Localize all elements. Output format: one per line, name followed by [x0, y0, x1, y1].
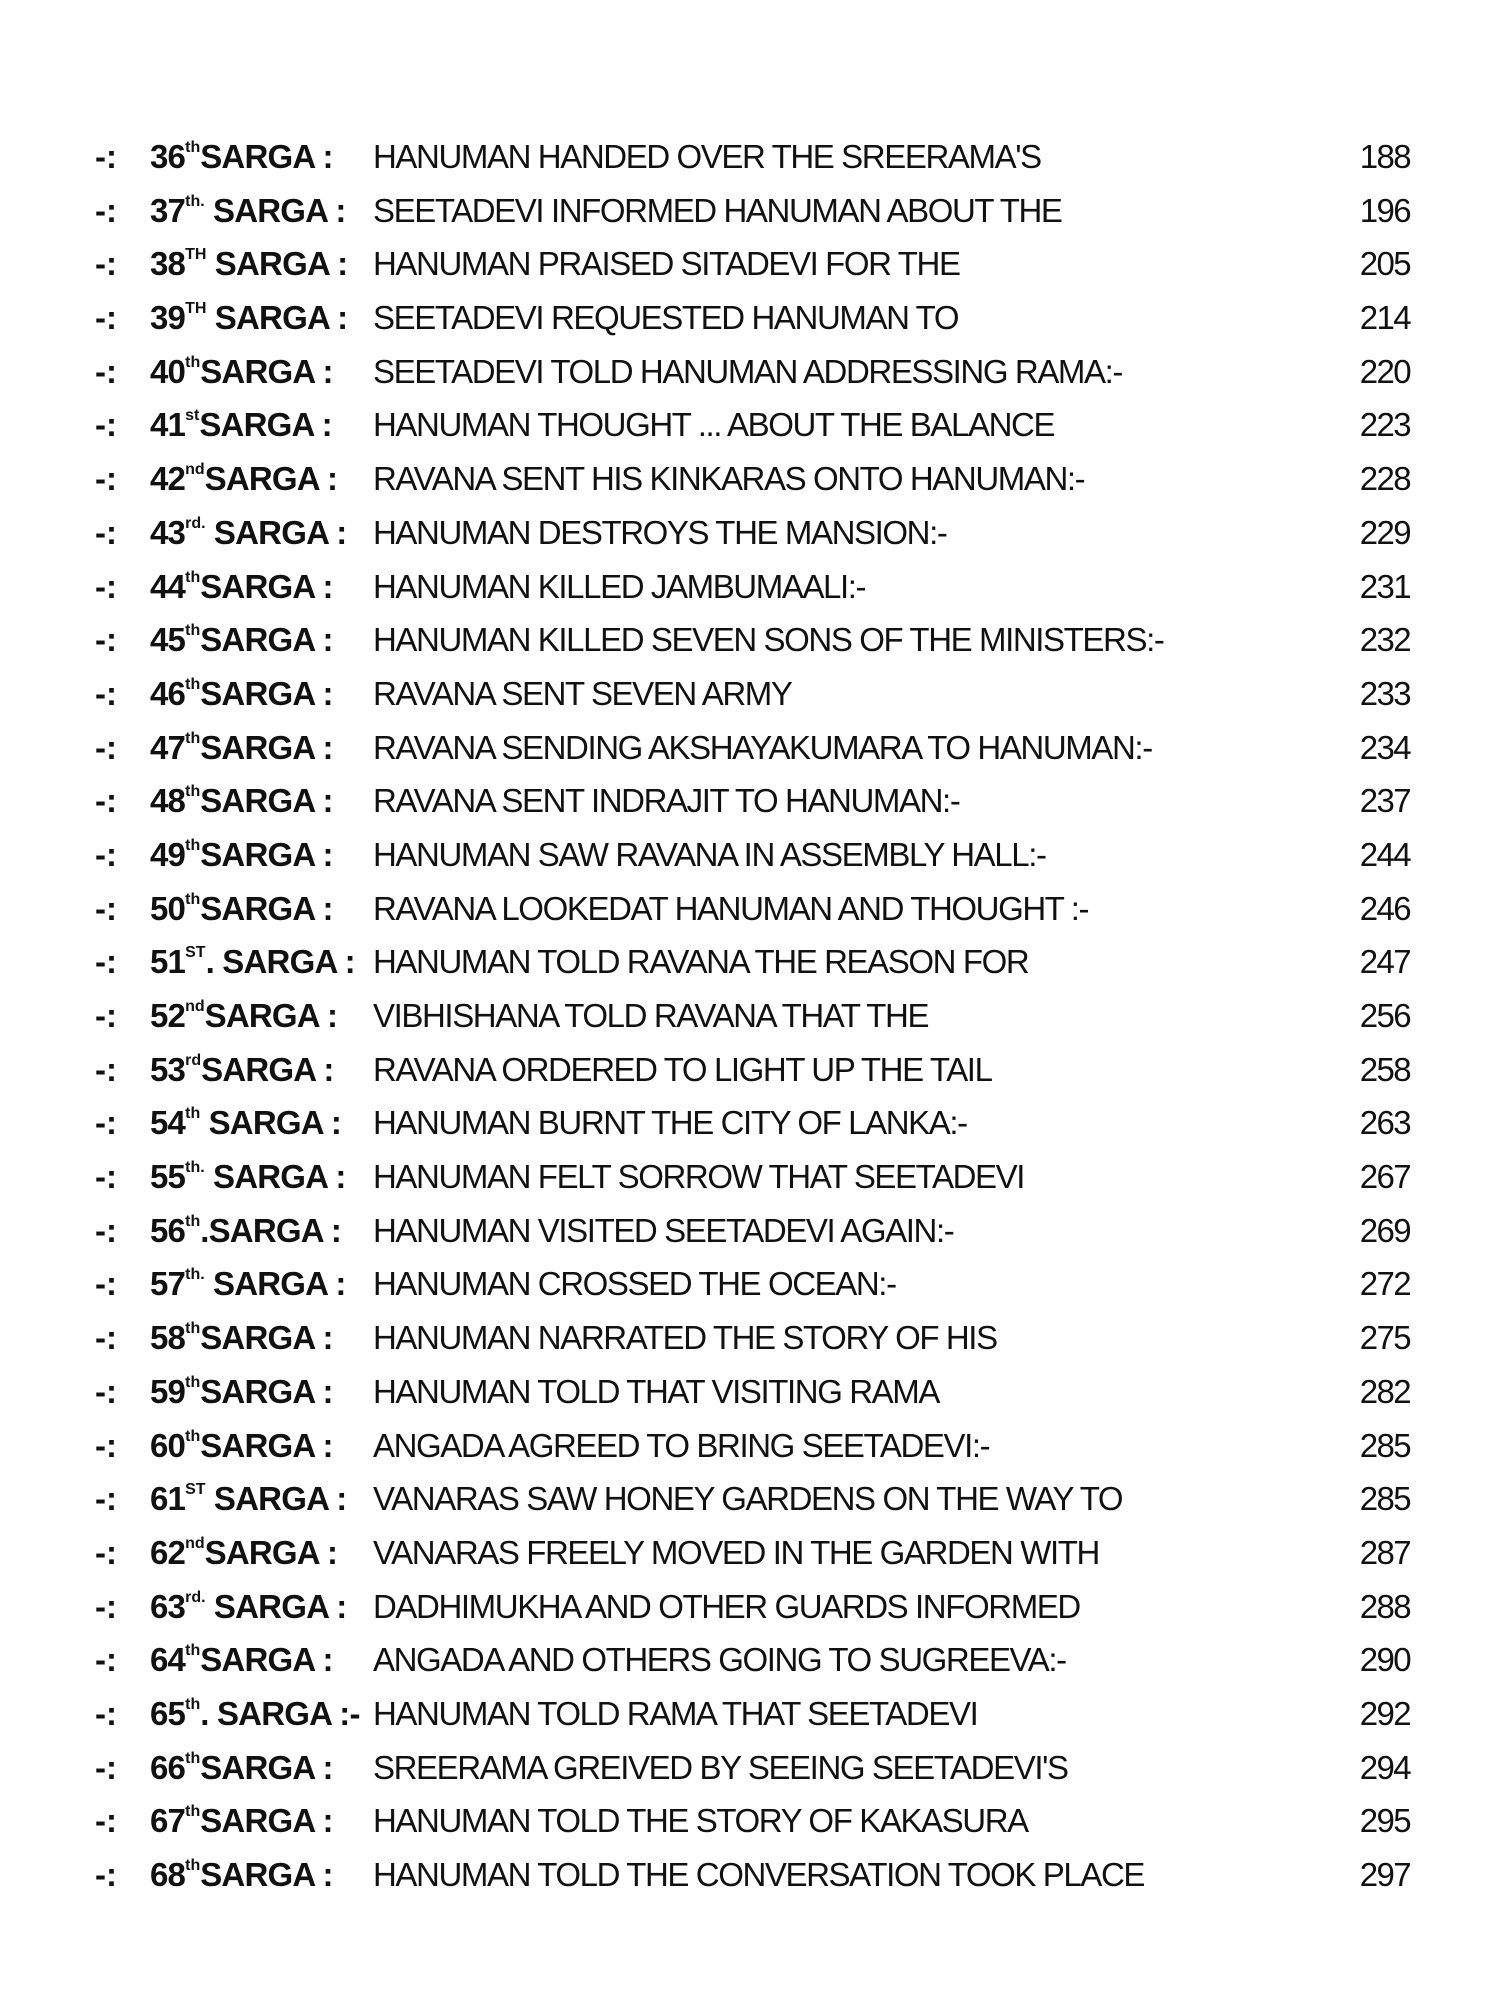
- toc-entry: [95, 1687, 1410, 1741]
- sarga-label: [150, 291, 373, 345]
- sarga-number: 51: [150, 943, 186, 981]
- sarga-number: 57: [150, 1265, 186, 1303]
- toc-entry: [95, 452, 1410, 506]
- sarga-number: 47: [150, 728, 186, 766]
- entry-bullet: -:: [95, 245, 117, 283]
- page-number: 223: [1359, 406, 1410, 444]
- sarga-label: [150, 721, 373, 775]
- page-number: 285: [1359, 1426, 1410, 1464]
- sarga-label: [150, 667, 373, 721]
- sarga-label: [150, 1526, 373, 1580]
- page-number: 267: [1359, 1158, 1410, 1196]
- toc-entry: [95, 1794, 1410, 1848]
- entry-bullet: -:: [95, 1319, 117, 1357]
- ordinal-suffix: th: [185, 1695, 201, 1713]
- toc-entry: [95, 184, 1410, 238]
- entry-title: SEETADEVI REQUESTED HANUMAN TO: [373, 299, 959, 337]
- sarga-number: 37: [150, 191, 186, 229]
- toc-entry: [95, 1848, 1410, 1902]
- entry-bullet: -:: [95, 835, 117, 873]
- toc-entry: [95, 237, 1410, 291]
- sarga-label: [150, 1204, 373, 1258]
- ordinal-suffix: th: [185, 1427, 201, 1445]
- entry-title: RAVANA SENT SEVEN ARMY: [373, 674, 792, 712]
- sarga-word: SARGA :: [200, 782, 333, 820]
- toc-entry: [95, 882, 1410, 936]
- sarga-label: [150, 882, 373, 936]
- toc-entry: [95, 291, 1410, 345]
- sarga-word: SARGA :: [204, 1265, 346, 1303]
- sarga-number: 46: [150, 674, 186, 712]
- entry-title: HANUMAN KILLED SEVEN SONS OF THE MINISTERS:-: [373, 621, 1164, 659]
- entry-bullet: -:: [95, 1480, 117, 1518]
- toc-entry: [95, 613, 1410, 667]
- sarga-label: [150, 184, 373, 238]
- entry-bullet: -:: [95, 1050, 117, 1088]
- sarga-number: 62: [150, 1533, 186, 1571]
- toc-entry: [95, 721, 1410, 775]
- sarga-number: 53: [150, 1050, 186, 1088]
- entry-title: HANUMAN TOLD RAVANA THE REASON FOR: [373, 943, 1029, 981]
- entry-bullet: -:: [95, 567, 117, 605]
- entry-bullet: -:: [95, 943, 117, 981]
- ordinal-suffix: th: [185, 1749, 201, 1767]
- entry-bullet: -:: [95, 1694, 117, 1732]
- toc-entry: [95, 667, 1410, 721]
- sarga-number: 48: [150, 782, 186, 820]
- sarga-number: 59: [150, 1372, 186, 1410]
- page-number: 263: [1359, 1104, 1410, 1142]
- entry-bullet: -:: [95, 138, 117, 175]
- sarga-label: [150, 1419, 373, 1473]
- sarga-number: 60: [150, 1426, 186, 1464]
- ordinal-suffix: th: [185, 568, 201, 586]
- entry-title: SEETADEVI INFORMED HANUMAN ABOUT THE: [373, 191, 1062, 229]
- sarga-number: 41: [150, 406, 186, 444]
- sarga-word: SARGA :: [200, 674, 333, 712]
- ordinal-suffix: th: [185, 139, 201, 156]
- sarga-number: 66: [150, 1748, 186, 1786]
- entry-bullet: -:: [95, 1748, 117, 1786]
- entry-bullet: -:: [95, 460, 117, 498]
- entry-bullet: -:: [95, 1265, 117, 1303]
- entry-title: VIBHISHANA TOLD RAVANA THAT THE: [373, 997, 929, 1034]
- ordinal-suffix: th: [185, 1857, 201, 1874]
- entry-title: HANUMAN VISITED SEETADEVI AGAIN:-: [373, 1211, 954, 1249]
- ordinal-suffix: th: [185, 353, 201, 371]
- sarga-word: SARGA :: [206, 245, 348, 283]
- sarga-word: SARGA :: [200, 1372, 333, 1410]
- page-number: 220: [1359, 352, 1410, 390]
- sarga-label: [150, 935, 373, 989]
- toc-entry: [95, 1365, 1410, 1419]
- sarga-label: [150, 828, 373, 882]
- toc-entry: [95, 130, 1410, 184]
- entry-title: HANUMAN CROSSED THE OCEAN:-: [373, 1265, 896, 1303]
- page-number: 214: [1359, 299, 1410, 337]
- sarga-label: [150, 1741, 373, 1795]
- entry-title: SREERAMA GREIVED BY SEEING SEETADEVI'S: [373, 1748, 1068, 1786]
- entry-bullet: -:: [95, 1641, 117, 1679]
- sarga-word: SARGA :: [200, 1856, 333, 1893]
- ordinal-suffix: nd: [185, 1534, 205, 1552]
- sarga-word: SARGA :: [204, 1533, 338, 1571]
- ordinal-suffix: nd: [185, 998, 205, 1015]
- sarga-number: 55: [150, 1158, 186, 1196]
- ordinal-suffix: th: [185, 729, 201, 747]
- toc-entry: [95, 1150, 1410, 1204]
- entry-bullet: -:: [95, 997, 117, 1034]
- entry-title: DADHIMUKHA AND OTHER GUARDS INFORMED: [373, 1587, 1080, 1625]
- sarga-number: 64: [150, 1641, 186, 1679]
- page-number: 237: [1359, 782, 1410, 820]
- entry-bullet: -:: [95, 1426, 117, 1464]
- sarga-word: . SARGA :-: [200, 1694, 360, 1732]
- ordinal-suffix: th: [185, 1212, 201, 1230]
- page-number: 247: [1359, 943, 1410, 981]
- ordinal-suffix: th: [185, 836, 201, 854]
- entry-title: ANGADA AND OTHERS GOING TO SUGREEVA:-: [373, 1641, 1066, 1679]
- toc-entry: [95, 560, 1410, 614]
- sarga-word: SARGA :: [204, 997, 338, 1034]
- sarga-label: [150, 1311, 373, 1365]
- sarga-label: [150, 613, 373, 667]
- entry-title: SEETADEVI TOLD HANUMAN ADDRESSING RAMA:-: [373, 352, 1122, 390]
- page-number: 231: [1359, 567, 1410, 605]
- ordinal-suffix: rd.: [185, 1588, 206, 1606]
- sarga-word: SARGA :: [200, 1748, 333, 1786]
- sarga-word: SARGA :: [200, 1802, 333, 1840]
- sarga-word: SARGA :: [200, 1319, 333, 1357]
- entry-bullet: -:: [95, 782, 117, 820]
- sarga-label: [150, 1848, 373, 1902]
- ordinal-suffix: th.: [185, 192, 205, 210]
- entry-title: HANUMAN BURNT THE CITY OF LANKA:-: [373, 1104, 967, 1142]
- sarga-number: 65: [150, 1694, 186, 1732]
- sarga-word: SARGA :: [200, 567, 333, 605]
- entry-bullet: -:: [95, 191, 117, 229]
- page-number: 292: [1359, 1694, 1410, 1732]
- ordinal-suffix: th: [185, 783, 201, 801]
- page-number: 294: [1359, 1748, 1410, 1786]
- sarga-number: 44: [150, 567, 186, 605]
- sarga-word: SARGA :: [200, 138, 333, 175]
- ordinal-suffix: th.: [185, 1266, 205, 1284]
- toc-entry: [95, 828, 1410, 882]
- entry-title: HANUMAN FELT SORROW THAT SEETADEVI: [373, 1158, 1024, 1196]
- entry-title: VANARAS FREELY MOVED IN THE GARDEN WITH: [373, 1533, 1099, 1571]
- sarga-label: [150, 560, 373, 614]
- entry-bullet: -:: [95, 299, 117, 337]
- sarga-word: SARGA :: [200, 352, 333, 390]
- page-number: 205: [1359, 245, 1410, 283]
- sarga-word: SARGA :: [201, 1050, 334, 1088]
- entry-title: ANGADA AGREED TO BRING SEETADEVI:-: [373, 1426, 990, 1464]
- page-number: 288: [1359, 1587, 1410, 1625]
- entry-bullet: -:: [95, 1856, 117, 1893]
- entry-title: HANUMAN TOLD THAT VISITING RAMA: [373, 1372, 939, 1410]
- sarga-number: 43: [150, 513, 186, 551]
- sarga-word: SARGA :: [205, 1480, 347, 1518]
- page-number: 297: [1359, 1856, 1410, 1893]
- toc-entry: [95, 1472, 1410, 1526]
- sarga-number: 50: [150, 889, 186, 927]
- toc-entry: [95, 1580, 1410, 1634]
- ordinal-suffix: TH: [185, 300, 207, 318]
- sarga-word: SARGA :: [200, 889, 333, 927]
- sarga-label: [150, 237, 373, 291]
- ordinal-suffix: th: [185, 1642, 201, 1660]
- sarga-label: [150, 1472, 373, 1526]
- page-number: 282: [1359, 1372, 1410, 1410]
- toc-entry: [95, 1043, 1410, 1097]
- entry-title: HANUMAN TOLD THE CONVERSATION TOOK PLACE: [373, 1856, 1145, 1893]
- page-number: 290: [1359, 1641, 1410, 1679]
- sarga-label: [150, 1096, 373, 1150]
- ordinal-suffix: th.: [185, 1159, 205, 1177]
- ordinal-suffix: ST: [185, 1481, 206, 1499]
- entry-bullet: -:: [95, 1372, 117, 1410]
- entry-title: RAVANA SENT INDRAJIT TO HANUMAN:-: [373, 782, 960, 820]
- toc-entry: [95, 1257, 1410, 1311]
- entry-title: HANUMAN HANDED OVER THE SREERAMA'S: [373, 138, 1041, 175]
- ordinal-suffix: nd: [185, 461, 205, 479]
- page-number: 272: [1359, 1265, 1410, 1303]
- entry-title: HANUMAN THOUGHT ... ABOUT THE BALANCE: [373, 406, 1055, 444]
- sarga-label: [150, 989, 373, 1043]
- entry-title: HANUMAN PRAISED SITADEVI FOR THE: [373, 245, 960, 283]
- sarga-label: [150, 1633, 373, 1687]
- entry-bullet: -:: [95, 674, 117, 712]
- sarga-label: [150, 398, 373, 452]
- sarga-label: [150, 452, 373, 506]
- page-number: 228: [1359, 460, 1410, 498]
- table-of-contents: [95, 130, 1410, 1902]
- ordinal-suffix: th: [185, 1373, 201, 1391]
- page-number: 275: [1359, 1319, 1410, 1357]
- toc-entry: [95, 345, 1410, 399]
- page-number: 234: [1359, 728, 1410, 766]
- entry-title: HANUMAN TOLD THE STORY OF KAKASURA: [373, 1802, 1028, 1840]
- entry-title: RAVANA ORDERED TO LIGHT UP THE TAIL: [373, 1050, 992, 1088]
- toc-entry: [95, 989, 1410, 1043]
- ordinal-suffix: th: [185, 1105, 201, 1123]
- sarga-word: SARGA :: [200, 1641, 333, 1679]
- page-number: 256: [1359, 997, 1410, 1034]
- toc-entry: [95, 935, 1410, 989]
- ordinal-suffix: ST: [185, 944, 206, 962]
- ordinal-suffix: th: [185, 1320, 201, 1338]
- page-number: 287: [1359, 1533, 1410, 1571]
- page-number: 246: [1359, 889, 1410, 927]
- toc-entry: [95, 774, 1410, 828]
- entry-title: HANUMAN DESTROYS THE MANSION:-: [373, 513, 947, 551]
- sarga-label: [150, 1365, 373, 1419]
- sarga-number: 68: [150, 1856, 186, 1893]
- toc-entry: [95, 1633, 1410, 1687]
- entry-title: VANARAS SAW HONEY GARDENS ON THE WAY TO: [373, 1480, 1123, 1518]
- sarga-word: SARGA :: [206, 299, 348, 337]
- ordinal-suffix: rd: [185, 1051, 202, 1069]
- sarga-label: [150, 1257, 373, 1311]
- sarga-number: 40: [150, 352, 186, 390]
- page-number: 269: [1359, 1211, 1410, 1249]
- sarga-word: . SARGA :: [205, 943, 355, 981]
- ordinal-suffix: th: [185, 890, 201, 908]
- entry-bullet: -:: [95, 889, 117, 927]
- sarga-number: 67: [150, 1802, 186, 1840]
- sarga-word: .SARGA :: [200, 1211, 342, 1249]
- page-number: 295: [1359, 1802, 1410, 1840]
- entry-bullet: -:: [95, 513, 117, 551]
- page-number: 258: [1359, 1050, 1410, 1088]
- sarga-number: 58: [150, 1319, 186, 1357]
- sarga-label: [150, 506, 373, 560]
- sarga-word: SARGA :: [200, 835, 333, 873]
- ordinal-suffix: TH: [185, 246, 207, 264]
- sarga-number: 38: [150, 245, 186, 283]
- sarga-number: 63: [150, 1587, 186, 1625]
- sarga-word: SARGA :: [200, 1426, 333, 1464]
- sarga-label: [150, 1687, 373, 1741]
- sarga-number: 61: [150, 1480, 186, 1518]
- entry-title: HANUMAN SAW RAVANA IN ASSEMBLY HALL:-: [373, 835, 1046, 873]
- sarga-word: SARGA :: [205, 513, 347, 551]
- entry-bullet: -:: [95, 406, 117, 444]
- sarga-number: 36: [150, 138, 186, 175]
- entry-bullet: -:: [95, 1587, 117, 1625]
- entry-bullet: -:: [95, 1211, 117, 1249]
- sarga-word: SARGA :: [205, 1587, 347, 1625]
- sarga-word: SARGA :: [199, 406, 332, 444]
- sarga-word: SARGA :: [200, 728, 333, 766]
- page-number: 232: [1359, 621, 1410, 659]
- ordinal-suffix: th: [185, 622, 201, 640]
- entry-bullet: -:: [95, 352, 117, 390]
- sarga-label: [150, 345, 373, 399]
- entry-bullet: -:: [95, 1533, 117, 1571]
- sarga-word: SARGA :: [200, 1104, 342, 1142]
- ordinal-suffix: th: [185, 1803, 201, 1821]
- ordinal-suffix: th: [185, 675, 201, 693]
- page-number: 196: [1359, 191, 1410, 229]
- entry-title: RAVANA SENT HIS KINKARAS ONTO HANUMAN:-: [373, 460, 1085, 498]
- ordinal-suffix: rd.: [185, 514, 206, 532]
- entry-title: RAVANA SENDING AKSHAYAKUMARA TO HANUMAN:-: [373, 728, 1152, 766]
- sarga-number: 42: [150, 460, 186, 498]
- toc-entry: [95, 1526, 1410, 1580]
- page-number: 285: [1359, 1480, 1410, 1518]
- page-number: 229: [1359, 513, 1410, 551]
- entry-title: HANUMAN TOLD RAMA THAT SEETADEVI: [373, 1694, 978, 1732]
- sarga-label: [150, 1043, 373, 1097]
- entry-title: HANUMAN NARRATED THE STORY OF HIS: [373, 1319, 997, 1357]
- sarga-number: 54: [150, 1104, 186, 1142]
- sarga-number: 39: [150, 299, 186, 337]
- sarga-number: 52: [150, 997, 186, 1034]
- sarga-label: [150, 1794, 373, 1848]
- page-number: 244: [1359, 835, 1410, 873]
- entry-bullet: -:: [95, 1802, 117, 1840]
- sarga-number: 45: [150, 621, 186, 659]
- page-number: 233: [1359, 674, 1410, 712]
- toc-entry: [95, 506, 1410, 560]
- sarga-label: [150, 774, 373, 828]
- entry-title: HANUMAN KILLED JAMBUMAALI:-: [373, 567, 866, 605]
- entry-title: RAVANA LOOKEDAT HANUMAN AND THOUGHT :-: [373, 889, 1089, 927]
- sarga-word: SARGA :: [200, 621, 333, 659]
- entry-bullet: -:: [95, 1158, 117, 1196]
- entry-bullet: -:: [95, 621, 117, 659]
- sarga-label: [150, 130, 373, 184]
- sarga-word: SARGA :: [204, 460, 338, 498]
- toc-entry: [95, 1204, 1410, 1258]
- toc-entry: [95, 1311, 1410, 1365]
- ordinal-suffix: st: [185, 407, 200, 425]
- toc-entry: [95, 1419, 1410, 1473]
- toc-entry: [95, 1741, 1410, 1795]
- page-number: 188: [1359, 138, 1410, 175]
- sarga-number: 49: [150, 835, 186, 873]
- sarga-word: SARGA :: [204, 1158, 346, 1196]
- toc-entry: [95, 1096, 1410, 1150]
- entry-bullet: -:: [95, 728, 117, 766]
- entry-bullet: -:: [95, 1104, 117, 1142]
- sarga-label: [150, 1580, 373, 1634]
- sarga-label: [150, 1150, 373, 1204]
- toc-entry: [95, 398, 1410, 452]
- sarga-number: 56: [150, 1211, 186, 1249]
- sarga-word: SARGA :: [204, 191, 346, 229]
